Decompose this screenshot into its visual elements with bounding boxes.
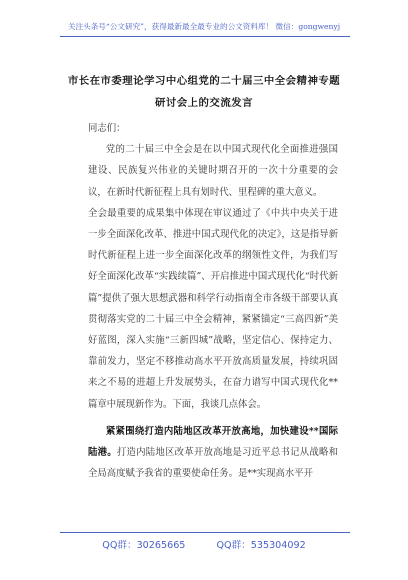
header-notice: 关注头条号“公文研究”，获得最新最全最专业的公文资料库！ 微信：gongwenyj [67,22,341,31]
section-1-text: 打造内陆地区改革开放高地是习近平总书记从战略和全局高度赋予我省的重要使命任务。是**实现高水平开 [88,447,338,480]
document-body [88,112,338,484]
document-title-line1: 市长在市委理论学习中心组党的二十届三中全会精神专题 [67,75,341,87]
footer-qq-group-1: QQ群：30265665 [102,540,186,551]
section-1 [88,421,338,485]
paragraph-1: 党的二十届三中全会是在以中国式现代化全面推进强国建设、民族复兴伟业的关键时期召开的一次十分重要的会议，在新时代新征程上具有划时代、里程碑的重大意义。 [88,144,338,198]
paragraph-2: 全会最重要的成果集中体现在审议通过了《中共中央关于进一步全面深化改革、推进中国式现代化的决定》，这是指导新时代新征程上进一步全面深化改革的纲领性文件，为我们写好全面深化改革“实践续篇”、开启推进中国式现代化“时代新篇”提供了强大思想武器和科学行动指南全市各级干部要认真贯彻落实党的二十届三中全会精神，紧紧锚定“三高四新”美好蓝图，深入实施“三新四城”战略，坚定信心、保持定力、靠前发力，坚定不移推动高水平开放高质量发展，持续巩固来之不易的进超上升发展势头，在奋力谱写中国式现代化**篇章中展现新作为。下面，我谈几点体会。 [88,207,338,410]
footer-qq-group-2: QQ群：535304092 [216,540,306,551]
salutation: 同志们： [88,123,126,134]
footer-rule [60,532,350,533]
footer [0,537,408,551]
section-1-heading: 紧紧围绕打造内陆地区改革开放高地，加快建设**国际陆港。 [88,425,338,459]
document-title-line2: 研讨会上的交流发言 [154,97,253,109]
header-rule [60,36,350,37]
